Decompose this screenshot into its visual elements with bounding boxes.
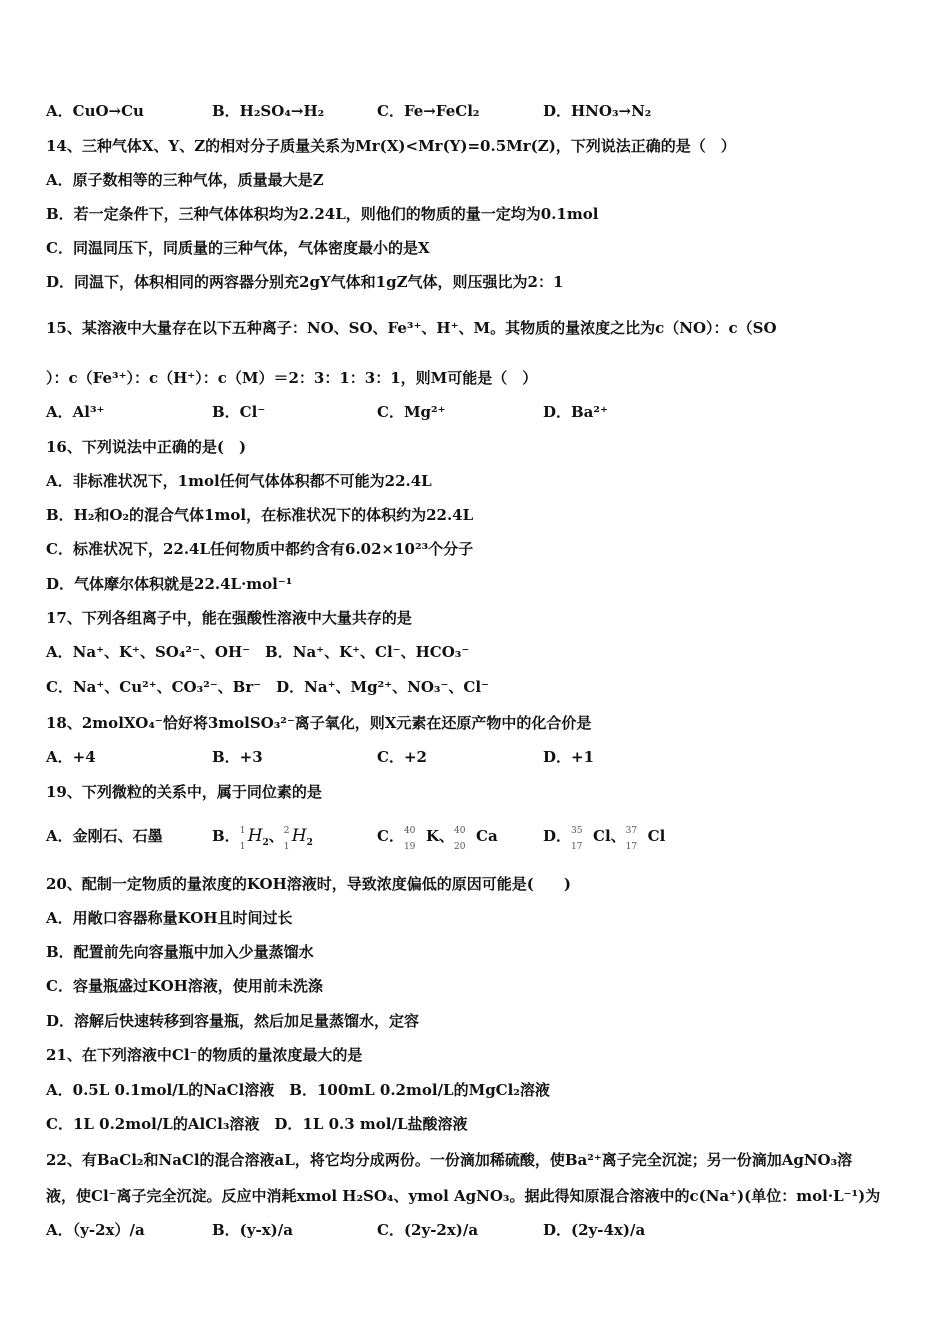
q18-option-d: D．+1 — [543, 748, 595, 766]
q16-option-d: D．气体摩尔体积就是22.4L·mol⁻¹ — [46, 575, 293, 593]
q19-option-b: B． 1 1 $H_2$、 2 1 $H_2$ — [212, 826, 313, 852]
q22-option-c: C．(2y-2x)/a — [377, 1221, 479, 1239]
q15-option-b: B．Cl⁻ — [212, 403, 266, 421]
q13-option-c: C．Fe→FeCl₂ — [377, 102, 480, 120]
q19-option-a: A．金刚石、石墨 — [46, 827, 163, 845]
q21-stem: 21、在下列溶液中Cl⁻的物质的量浓度最大的是 — [46, 1046, 363, 1064]
q14-option-a: A．原子数相等的三种气体，质量最大是Z — [46, 171, 324, 189]
q15-option-d: D．Ba²⁺ — [543, 403, 608, 421]
q22-option-a: A．（y-2x）/a — [46, 1221, 145, 1239]
q21-options-ab: A．0.5L 0.1mol/L的NaCl溶液 B．100mL 0.2mol/L的MgCl₂溶液 — [46, 1081, 550, 1099]
q18-option-b: B．+3 — [212, 748, 263, 766]
q15-stem-line2: ）：c（Fe³⁺）：c（H⁺）：c（M）＝2：3：1：3：1，则M可能是（ ） — [46, 369, 538, 387]
q13-option-a: A．CuO→Cu — [46, 102, 144, 120]
q15-stem-line1: 15、某溶液中大量存在以下五种离子：NO、SO、Fe³⁺、H⁺、M。其物质的量浓度之比为c（NO）：c（SO — [46, 319, 777, 337]
q17-options-ab: A．Na⁺、K⁺、SO₄²⁻、OH⁻ B．Na⁺、K⁺、Cl⁻、HCO₃⁻ — [46, 643, 470, 661]
q17-stem: 17、下列各组离子中，能在强酸性溶液中大量共存的是 — [46, 609, 412, 627]
q19-option-c: C． 40 19 K、 40 20 Ca — [377, 826, 498, 852]
q21-options-cd: C．1L 0.2mol/L的AlCl₃溶液 D．1L 0.3 mol/L盐酸溶液 — [46, 1115, 468, 1133]
q20-option-b: B．配置前先向容量瓶中加入少量蒸馏水 — [46, 943, 314, 961]
q15-option-a: A．Al³⁺ — [46, 403, 105, 421]
q22-option-d: D．(2y-4x)/a — [543, 1221, 646, 1239]
q13-option-d: D．HNO₃→N₂ — [543, 102, 652, 120]
q15-option-c: C．Mg²⁺ — [377, 403, 446, 421]
q18-option-c: C．+2 — [377, 748, 427, 766]
q17-options-cd: C．Na⁺、Cu²⁺、CO₃²⁻、Br⁻ D．Na⁺、Mg²⁺、NO₃⁻、Cl⁻ — [46, 678, 489, 696]
q20-stem: 20、配制一定物质的量浓度的KOH溶液时，导致浓度偏低的原因可能是( ) — [46, 875, 571, 893]
q22-option-b: B．(y-x)/a — [212, 1221, 293, 1239]
q22-stem-line2: 液，使Cl⁻离子完全沉淀。反应中消耗xmol H₂SO₄、ymol AgNO₃。据此得知原混合溶液中的c(Na⁺)(单位：mol·L⁻¹)为 — [46, 1187, 881, 1205]
q18-option-a: A．+4 — [46, 748, 96, 766]
q20-option-c: C．容量瓶盛过KOH溶液，使用前未洗涤 — [46, 977, 323, 995]
q14-option-d: D．同温下，体积相同的两容器分别充2gY气体和1gZ气体，则压强比为2：1 — [46, 273, 564, 291]
q20-option-d: D．溶解后快速转移到容量瓶，然后加足量蒸馏水，定容 — [46, 1012, 420, 1030]
q16-option-b: B．H₂和O₂的混合气体1mol，在标准状况下的体积约为22.4L — [46, 506, 474, 524]
q14-option-c: C．同温同压下，同质量的三种气体，气体密度最小的是X — [46, 239, 430, 257]
q19-option-d: D． 35 17 Cl、 37 17 Cl — [543, 826, 666, 852]
q19-stem: 19、下列微粒的关系中，属于同位素的是 — [46, 783, 322, 801]
q16-option-c: C．标准状况下，22.4L任何物质中都约含有6.02×10²³个分子 — [46, 540, 474, 558]
q20-option-a: A．用敞口容器称量KOH且时间过长 — [46, 909, 293, 927]
q14-option-b: B．若一定条件下，三种气体体积均为2.24L，则他们的物质的量一定均为0.1mol — [46, 205, 599, 223]
q14-stem: 14、三种气体X、Y、Z的相对分子质量关系为Mr(X)<Mr(Y)=0.5Mr(Z)，下列说法正确的是（ ） — [46, 137, 736, 155]
q18-stem: 18、2molXO₄⁻恰好将3molSO₃²⁻离子氧化，则X元素在还原产物中的化合价是 — [46, 714, 592, 732]
q22-stem-line1: 22、有BaCl₂和NaCl的混合溶液aL，将它均分成两份。一份滴加稀硫酸，使Ba²⁺离子完全沉淀；另一份滴加AgNO₃溶 — [46, 1151, 853, 1169]
q16-option-a: A．非标准状况下，1mol任何气体体积都不可能为22.4L — [46, 472, 432, 490]
q16-stem: 16、下列说法中正确的是( ) — [46, 438, 247, 456]
q13-option-b: B．H₂SO₄→H₂ — [212, 102, 325, 120]
